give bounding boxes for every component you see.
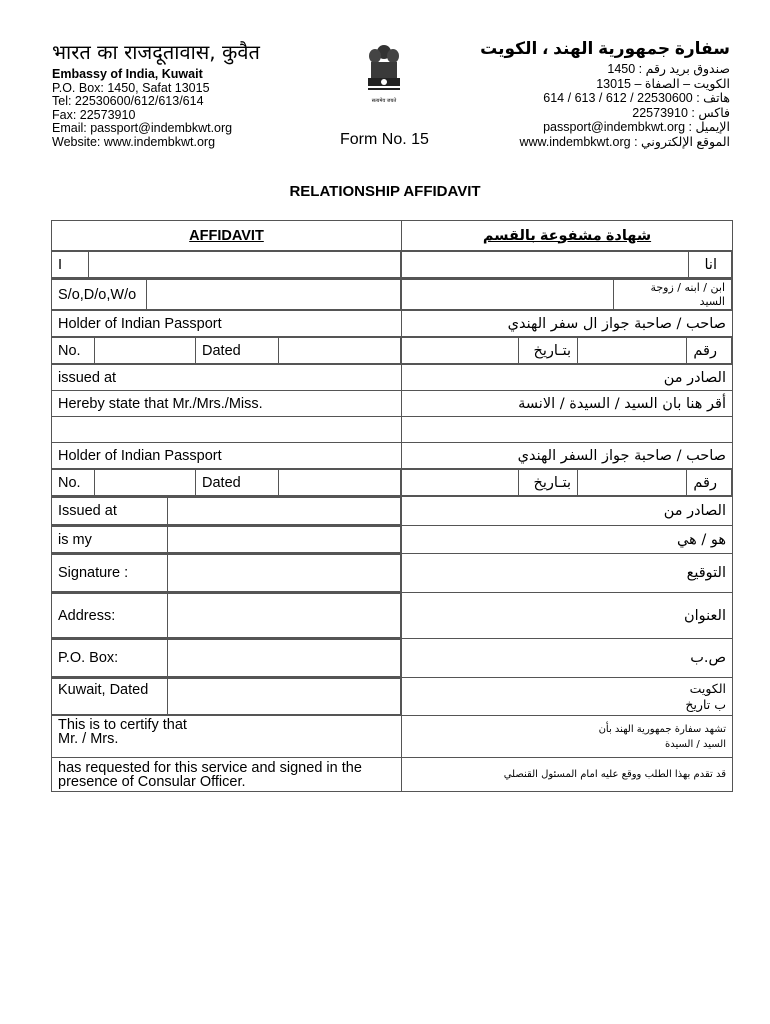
hereby-label-ar: أقر هنا بان السيد / السيدة / الانسة (402, 391, 733, 417)
no1-field-ar[interactable] (578, 338, 687, 364)
pobox: P.O. Box: 1450, Safat 13015 (52, 80, 210, 95)
fax: Fax: 22573910 (52, 107, 136, 122)
request-text: has requested for this service and signed in the (58, 760, 362, 776)
name-field[interactable] (52, 417, 402, 443)
holder2-label: Holder of Indian Passport (52, 443, 402, 469)
form-number: Form No. 15 (340, 131, 429, 148)
address-label: Address: (52, 594, 168, 638)
ismy-label-ar: هو / هي (402, 526, 733, 554)
relation-field[interactable] (147, 280, 401, 310)
ar-phone: هاتف : 22530600 / 612 / 613 / 614 (543, 91, 730, 105)
no2-label: No. (52, 470, 95, 496)
kuwait-dated-field[interactable] (168, 679, 401, 715)
holder1-label: Holder of Indian Passport (52, 311, 402, 337)
ismy-label: is my (52, 527, 168, 553)
kuwait-dated-label: Kuwait, Dated (52, 679, 168, 715)
relation-label-ar-2: السيد (699, 294, 725, 308)
name-field-ar[interactable] (402, 417, 733, 443)
signature-label-ar: التوقيع (402, 554, 733, 593)
issued1-label-ar: الصادر من (402, 365, 733, 391)
header-right (480, 38, 730, 149)
pobox-label: P.O. Box: (52, 640, 168, 677)
dated1-field[interactable] (279, 338, 401, 364)
relation-label-ar: ابن / ابنه / زوجة (650, 280, 725, 294)
pobox-label-ar: ص.ب (402, 639, 733, 678)
request-text-ar: قد تقدم بهذا الطلب ووقع عليه امام المسئول القنصلي (402, 758, 733, 792)
dated1-label-ar: بتـاريخ (519, 338, 578, 364)
dated2-field-ar[interactable] (402, 470, 519, 496)
dated2-field[interactable] (279, 470, 401, 496)
certify-text: This is to certify that (58, 717, 187, 733)
holder2-label-ar: صاحب / صاحبة جواز السفر الهندي (402, 443, 733, 469)
email: Email: passport@indembkwt.org (52, 121, 233, 135)
affidavit-heading-ar: شهادة مشفوعة بالقسم (402, 221, 733, 251)
address-label-ar: العنوان (402, 593, 733, 639)
no1-label: No. (52, 338, 95, 364)
ar-pobox: صندوق بريد رقم : 1450 (607, 62, 730, 76)
pobox-field[interactable] (168, 640, 401, 677)
consular-text: presence of Consular Officer. (58, 774, 246, 790)
no1-label-ar: رقم (687, 338, 732, 364)
ar-fax: فاكس : 22573910 (632, 105, 730, 120)
issued1-label: issued at (52, 365, 402, 391)
mr-mrs-text: Mr. / Mrs. (58, 731, 119, 747)
website: Website: www.indembkwt.org (52, 134, 216, 149)
holder1-label-ar: صاحب / صاحبة جواز ال سفر الهندي (402, 311, 733, 337)
embassy-name: Embassy of India, Kuwait (52, 67, 203, 81)
dated1-label: Dated (196, 338, 279, 364)
ar-website: الموقع الإلكتروني : www.indembkwt.org (519, 134, 730, 149)
i-field[interactable] (89, 252, 401, 278)
kuwait-label-ar: الكويت (689, 680, 726, 696)
no2-label-ar: رقم (687, 470, 732, 496)
arabic-embassy-title: سفارة جمهورية الهند ، الكويت (480, 39, 730, 58)
mr-mrs-text-ar: السيد / السيدة (665, 739, 726, 750)
dated2-label-ar: بتـاريخ (519, 470, 578, 496)
issued2-field[interactable] (168, 498, 401, 525)
relation-field-ar[interactable] (402, 280, 614, 310)
no2-field-ar[interactable] (578, 470, 687, 496)
form-title: RELATIONSHIP AFFIDAVIT (289, 183, 481, 200)
address-field[interactable] (168, 594, 401, 638)
issued2-label: Issued at (52, 498, 168, 525)
header-left (52, 40, 260, 149)
i-label-ar: انا (689, 252, 732, 278)
dated2-label: Dated (196, 470, 279, 496)
i-label: I (52, 252, 89, 278)
dated1-field-ar[interactable] (402, 338, 519, 364)
certify-text-ar: تشهد سفارة جمهورية الهند بأن (598, 724, 726, 735)
hindi-title: भारत का राजदूतावास, कुवैत (52, 40, 260, 64)
i-field-ar[interactable] (402, 252, 689, 278)
national-emblem-icon (362, 42, 406, 106)
no1-field[interactable] (95, 338, 196, 364)
signature-field[interactable] (168, 555, 401, 592)
ar-city: الكويت – الصفاة – 13015 (596, 76, 730, 91)
kuwait-dated-label-ar: ب تاريخ (685, 696, 726, 712)
issued2-label-ar: الصادر من (402, 497, 733, 526)
affidavit-heading: AFFIDAVIT (52, 221, 402, 251)
tel: Tel: 22530600/612/613/614 (52, 94, 204, 108)
signature-label: Signature : (52, 555, 168, 592)
ar-email: الإيميل : passport@indembkwt.org (543, 120, 730, 134)
emblem-motto: सत्यमेव जयते (371, 98, 397, 104)
relation-label: S/o,D/o,W/o (52, 280, 147, 310)
no2-field[interactable] (95, 470, 196, 496)
hereby-label: Hereby state that Mr./Mrs./Miss. (52, 391, 402, 417)
ismy-field[interactable] (168, 527, 401, 553)
affidavit-form (51, 220, 733, 792)
